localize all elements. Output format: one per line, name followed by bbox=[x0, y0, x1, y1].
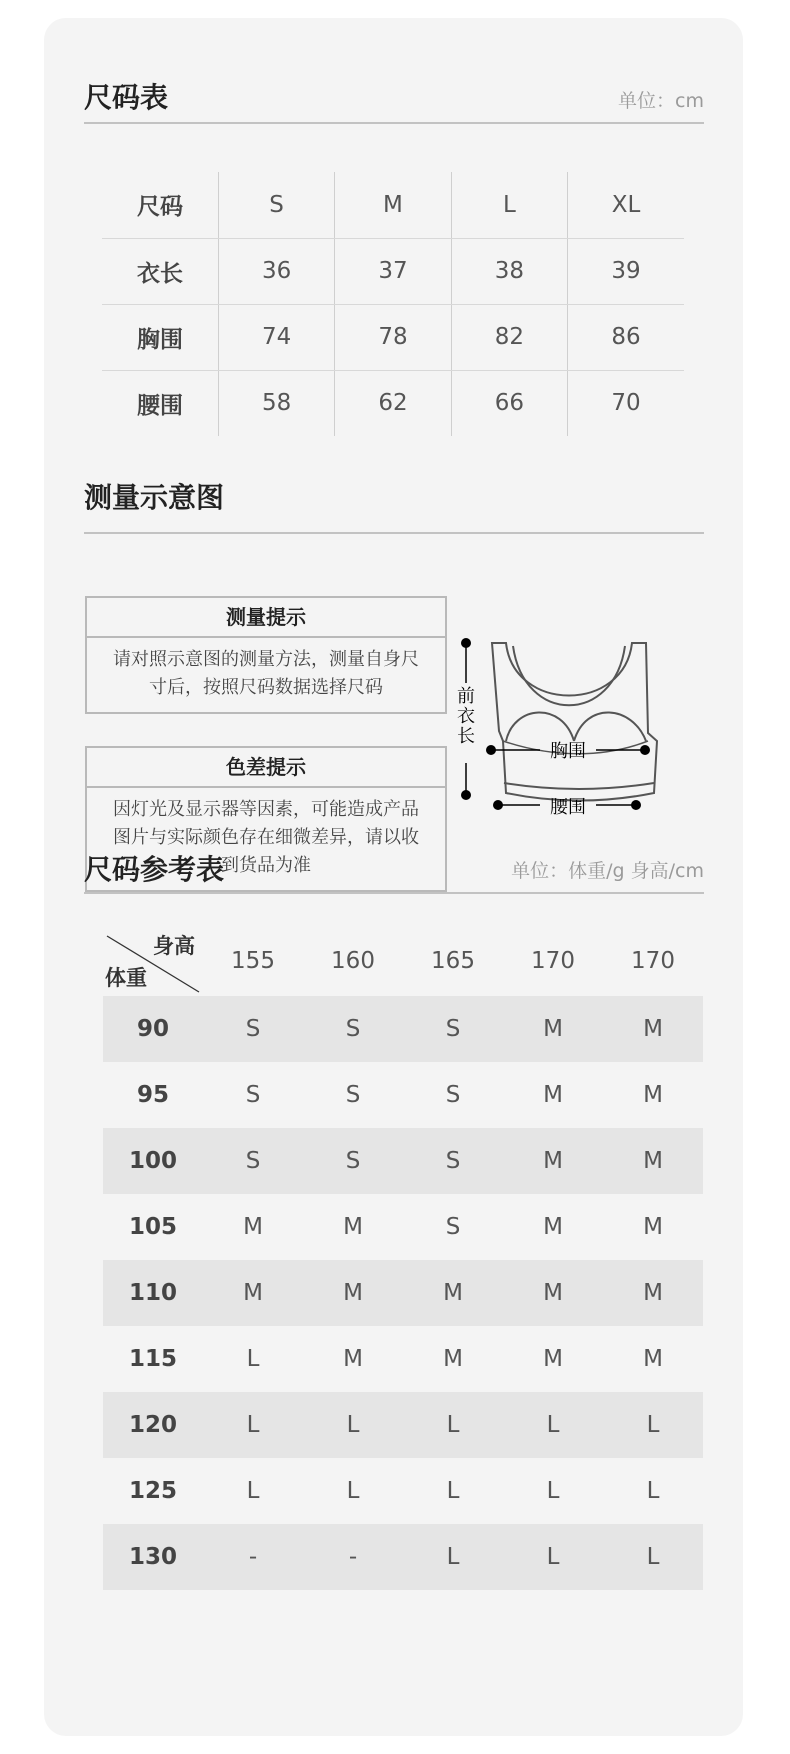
size-cell: M bbox=[643, 1082, 663, 1108]
table-cell: 39 bbox=[568, 238, 684, 304]
size-cell: M bbox=[643, 1280, 663, 1306]
height-header: 155 bbox=[231, 948, 275, 974]
table-row bbox=[102, 370, 684, 436]
table-cell: 74 bbox=[218, 304, 334, 370]
size-chart-title: 尺码表 bbox=[84, 81, 169, 114]
size-cell: S bbox=[245, 1016, 261, 1042]
table-row bbox=[103, 1392, 703, 1458]
size-cell: L bbox=[646, 1544, 660, 1570]
table-row bbox=[103, 1260, 703, 1326]
size-cell: M bbox=[543, 1280, 563, 1306]
size-cell: L bbox=[446, 1478, 460, 1504]
table-cell: 58 bbox=[218, 370, 334, 436]
measure-tip-box bbox=[85, 596, 447, 714]
table-corner-cell bbox=[103, 922, 203, 1000]
size-cell: M bbox=[543, 1214, 563, 1240]
table-row bbox=[102, 172, 684, 238]
table-row bbox=[103, 1458, 703, 1524]
size-cell: L bbox=[246, 1478, 260, 1504]
size-cell: S bbox=[345, 1082, 361, 1108]
size-cell: L bbox=[546, 1544, 560, 1570]
size-cell: L bbox=[346, 1478, 360, 1504]
weight-cell: 90 bbox=[136, 1016, 169, 1042]
weight-axis-label: 体重 bbox=[105, 966, 147, 990]
size-cell: S bbox=[245, 1082, 261, 1108]
table-cell: M bbox=[335, 172, 451, 238]
table-cell: 38 bbox=[451, 238, 567, 304]
size-cell: M bbox=[643, 1148, 663, 1174]
size-cell: S bbox=[445, 1082, 461, 1108]
measure-header bbox=[84, 476, 704, 536]
size-cell: M bbox=[643, 1016, 663, 1042]
size-cell: M bbox=[343, 1346, 363, 1372]
table-cell: 衣长 bbox=[102, 238, 218, 304]
weight-cell: 130 bbox=[128, 1544, 177, 1570]
size-cell: L bbox=[546, 1412, 560, 1438]
size-cell: L bbox=[246, 1412, 260, 1438]
size-cell: L bbox=[246, 1346, 260, 1372]
table-cell: 70 bbox=[568, 370, 684, 436]
waist-label: 腰围 bbox=[550, 797, 586, 818]
size-cell: M bbox=[243, 1280, 263, 1306]
weight-cell: 125 bbox=[128, 1478, 177, 1504]
measure-title: 测量示意图 bbox=[84, 481, 225, 514]
table-cell: 尺码 bbox=[102, 172, 218, 238]
weight-cell: 120 bbox=[128, 1412, 177, 1438]
size-cell: L bbox=[446, 1412, 460, 1438]
size-cell: M bbox=[643, 1214, 663, 1240]
front-length-label: 前衣长 bbox=[457, 686, 475, 747]
reference-title: 尺码参考表 bbox=[84, 853, 225, 886]
weight-cell: 100 bbox=[128, 1148, 177, 1174]
table-cell: XL bbox=[568, 172, 684, 238]
size-cell: M bbox=[343, 1214, 363, 1240]
size-cell: M bbox=[543, 1016, 563, 1042]
size-chart-unit: 单位：cm bbox=[618, 90, 704, 112]
measure-tip-title: 测量提示 bbox=[87, 598, 445, 638]
table-cell: 78 bbox=[335, 304, 451, 370]
size-cell: S bbox=[345, 1016, 361, 1042]
size-cell: M bbox=[543, 1148, 563, 1174]
weight-cell: 95 bbox=[136, 1082, 169, 1108]
size-cell: M bbox=[543, 1082, 563, 1108]
table-cell: 胸围 bbox=[102, 304, 218, 370]
table-cell: 62 bbox=[335, 370, 451, 436]
table-cell: S bbox=[218, 172, 334, 238]
size-cell: L bbox=[446, 1544, 460, 1570]
table-row bbox=[103, 1524, 703, 1590]
weight-cell: 115 bbox=[128, 1346, 177, 1372]
table-row bbox=[103, 1194, 703, 1260]
table-cell: 36 bbox=[218, 238, 334, 304]
divider bbox=[84, 892, 704, 894]
color-tip-text: 因灯光及显示器等因素，可能造成产品图片与实际颜色存在细微差异，请以收到货品为准 bbox=[113, 799, 419, 876]
size-cell: - bbox=[348, 1544, 358, 1570]
color-tip-title: 色差提示 bbox=[87, 748, 445, 788]
divider bbox=[84, 122, 704, 124]
size-cell: S bbox=[445, 1016, 461, 1042]
table-cell: 37 bbox=[335, 238, 451, 304]
size-cell: M bbox=[343, 1280, 363, 1306]
chest-label: 胸围 bbox=[550, 741, 586, 762]
table-cell: 66 bbox=[451, 370, 567, 436]
table-cell: 86 bbox=[568, 304, 684, 370]
size-chart-table bbox=[102, 172, 684, 436]
size-cell: S bbox=[445, 1148, 461, 1174]
height-header: 165 bbox=[431, 948, 475, 974]
height-header: 160 bbox=[331, 948, 375, 974]
reference-unit: 单位：体重/g 身高/cm bbox=[511, 860, 704, 882]
size-chart-header bbox=[84, 76, 704, 136]
size-cell: S bbox=[345, 1148, 361, 1174]
bra-diagram-icon bbox=[454, 623, 704, 837]
size-cell: L bbox=[646, 1412, 660, 1438]
reference-header bbox=[84, 848, 704, 908]
size-cell: L bbox=[646, 1478, 660, 1504]
size-cell: M bbox=[443, 1280, 463, 1306]
height-header: 170 bbox=[531, 948, 575, 974]
table-row bbox=[103, 1326, 703, 1392]
height-axis-label: 身高 bbox=[153, 934, 195, 958]
table-cell: 腰围 bbox=[136, 392, 183, 419]
table-row bbox=[103, 996, 703, 1062]
size-cell: L bbox=[546, 1478, 560, 1504]
size-cell: L bbox=[346, 1412, 360, 1438]
table-row bbox=[102, 238, 684, 304]
table-row bbox=[103, 1062, 703, 1128]
size-cell: M bbox=[543, 1346, 563, 1372]
size-cell: S bbox=[245, 1148, 261, 1174]
size-cell: M bbox=[643, 1346, 663, 1372]
height-header: 170 bbox=[631, 948, 675, 974]
divider bbox=[84, 532, 704, 534]
weight-cell: 110 bbox=[128, 1280, 177, 1306]
reference-table-header bbox=[103, 922, 703, 1000]
size-cell: M bbox=[243, 1214, 263, 1240]
reference-table bbox=[103, 996, 703, 1590]
table-row bbox=[103, 1128, 703, 1194]
size-cell: M bbox=[443, 1346, 463, 1372]
size-guide-card bbox=[44, 18, 743, 1736]
measure-tip-text: 请对照示意图的测量方法，测量自身尺寸后，按照尺码数据选择尺码 bbox=[113, 649, 419, 698]
table-cell: 82 bbox=[451, 304, 567, 370]
table-row bbox=[102, 304, 684, 370]
table-cell: L bbox=[451, 172, 567, 238]
size-cell: - bbox=[248, 1544, 258, 1570]
size-cell: S bbox=[445, 1214, 461, 1240]
weight-cell: 105 bbox=[128, 1214, 177, 1240]
